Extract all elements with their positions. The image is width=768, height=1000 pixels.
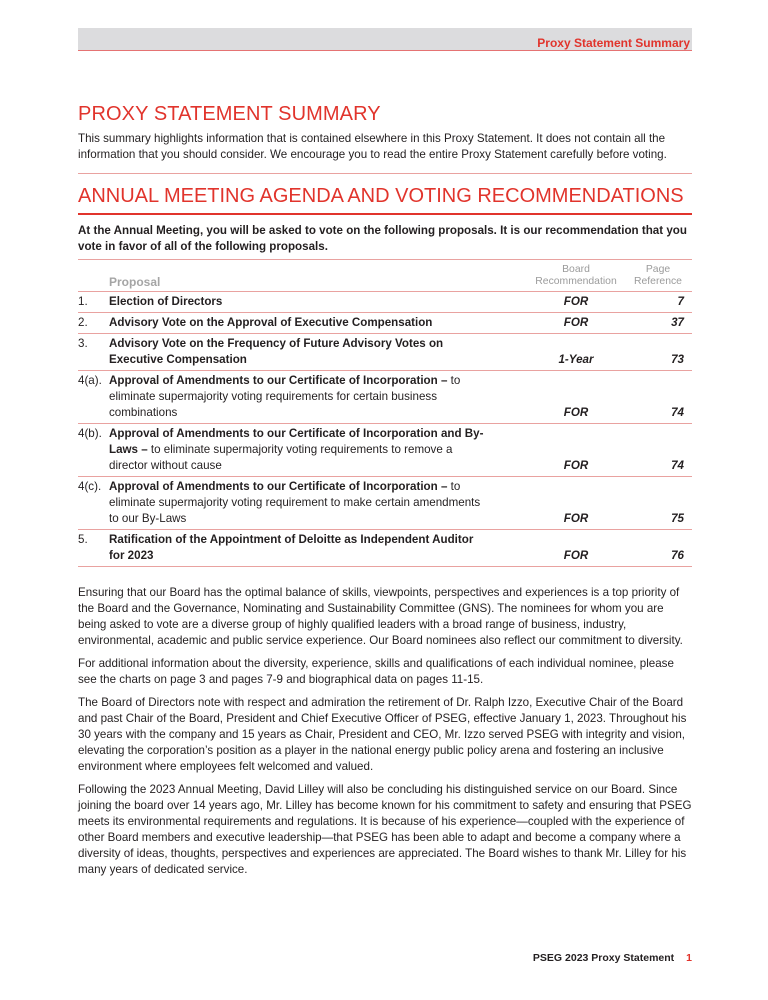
proposal-title: Approval of Amendments to our Certificate of Incorporation and By-Laws –	[109, 427, 484, 456]
page-footer	[533, 952, 692, 964]
page-reference: 74	[671, 459, 684, 472]
agenda-row	[78, 371, 692, 424]
proposal-number: 1.	[78, 295, 88, 308]
agenda-row	[78, 424, 692, 477]
proposal-description	[109, 477, 528, 530]
proposal-description	[109, 334, 528, 371]
proposal-number: 4(c).	[78, 480, 102, 493]
proposal-number: 3.	[78, 337, 88, 350]
summary-title: PROXY STATEMENT SUMMARY	[78, 103, 381, 125]
page-number: 1	[686, 952, 692, 964]
running-header-title: Proxy Statement Summary	[537, 36, 690, 50]
proposal-title: Ratification of the Appointment of Deloitte as Independent Auditor for 2023	[109, 533, 474, 562]
column-header-proposal: Proposal	[109, 275, 161, 289]
proposal-title: Advisory Vote on the Frequency of Future Advisory Votes on Executive Compensation	[109, 337, 444, 366]
agenda-header-row	[78, 260, 692, 292]
proposal-description	[109, 313, 528, 334]
paragraph: Following the 2023 Annual Meeting, David Lilley will also be concluding his distinguished service on our Board. Since joining the board over 14 years ago, Mr. Lilley has become known for his commitment to safety and ensuring that PSEG meets its environmental requirements and regulations. It is because of his experience—coupled with the experience of other Board members and executive leadership—that PSEG has been able to adapt and become a company where a diversity of ideas, thoughts, perspectives and experiences are appreciated. The Board wishes to thank Mr. Lilley for his many years of dedicated service.	[78, 783, 692, 876]
column-header-recommendation: Board Recommendation	[535, 264, 617, 287]
divider-thick	[78, 213, 692, 215]
summary-intro: This summary highlights information that is contained elsewhere in this Proxy Statement. It does not contain all the information that you should consider. We encourage you to read the entire Proxy Statement carefully before voting.	[78, 132, 667, 161]
proposal-number: 4(a).	[78, 374, 102, 387]
paragraph: The Board of Directors note with respect and admiration the retirement of Dr. Ralph Izzo, Executive Chair of the Board and past Chair of the Board, President and Chief Executive Officer of PSEG, effective January 1, 2023. Throughout his 30 years with the company and 15 years as Chair, President and CEO, Mr. Izzo served PSEG with integrity and vision, elevating the corporation’s position as a player in the national energy public policy arena and fostering an inclusive environment where employees felt welcomed and valued.	[78, 696, 687, 773]
page-reference: 75	[671, 512, 684, 525]
agenda-row	[78, 292, 692, 313]
agenda-lead: At the Annual Meeting, you will be asked to vote on the following proposals. It is our recommendation that you vote in favor of all of the following proposals.	[78, 224, 687, 253]
proposal-description	[109, 371, 528, 424]
proposal-description	[109, 530, 528, 567]
proposal-description	[109, 424, 528, 477]
column-header-page: Page Reference	[634, 264, 682, 287]
agenda-row	[78, 313, 692, 334]
proposal-title: Approval of Amendments to our Certificate of Incorporation –	[109, 374, 448, 387]
agenda-row	[78, 530, 692, 567]
board-recommendation: 1-Year	[558, 353, 594, 366]
proposal-number: 2.	[78, 316, 88, 329]
agenda-row	[78, 477, 692, 530]
proposal-number: 4(b).	[78, 427, 102, 440]
proposal-title: Approval of Amendments to our Certificate of Incorporation –	[109, 480, 448, 493]
divider	[78, 173, 692, 174]
footer-doc-title: PSEG 2023 Proxy Statement	[532, 952, 675, 964]
board-recommendation: FOR	[563, 295, 589, 308]
proposal-detail: to eliminate supermajority voting requirements for certain business combinations	[109, 374, 461, 419]
board-recommendation: FOR	[563, 316, 589, 329]
page-content	[78, 103, 692, 885]
agenda-table	[78, 259, 692, 567]
proposal-title: Election of Directors	[109, 295, 223, 308]
paragraph: For additional information about the diversity, experience, skills and qualifications of each individual nominee, please see the charts on page 3 and pages 7-9 and biographical data on pages 11-15.	[78, 657, 674, 686]
running-header	[78, 28, 692, 51]
page-reference: 74	[671, 406, 684, 419]
page-reference: 73	[671, 353, 684, 366]
paragraph: Ensuring that our Board has the optimal balance of skills, viewpoints, perspectives and experiences is a top priority of the Board and the Governance, Nominating and Sustainability Committee (GNS). The nominees for whom you are being asked to vote are a diverse group of highly qualified leaders with a broad range of business, industry, environmental, academic and public service experience. Our Board nominees also reflect our commitment to diversity.	[78, 586, 683, 647]
board-recommendation: FOR	[563, 459, 589, 472]
page-reference: 7	[677, 295, 684, 308]
board-recommendation: FOR	[563, 512, 589, 525]
board-recommendation: FOR	[563, 549, 589, 562]
proposal-description	[109, 292, 528, 313]
board-recommendation: FOR	[563, 406, 589, 419]
body-text	[78, 585, 692, 878]
page-reference: 76	[671, 549, 684, 562]
proposal-title: Advisory Vote on the Approval of Executive Compensation	[109, 316, 433, 329]
page-reference: 37	[671, 316, 684, 329]
agenda-row	[78, 334, 692, 371]
proposal-detail: to eliminate supermajority voting requirements to remove a director without cause	[109, 443, 453, 472]
agenda-title: ANNUAL MEETING AGENDA AND VOTING RECOMMENDATIONS	[78, 185, 684, 207]
proposal-number: 5.	[78, 533, 88, 546]
proposal-detail: to eliminate supermajority voting requirement to make certain amendments to our By-Laws	[109, 480, 481, 525]
